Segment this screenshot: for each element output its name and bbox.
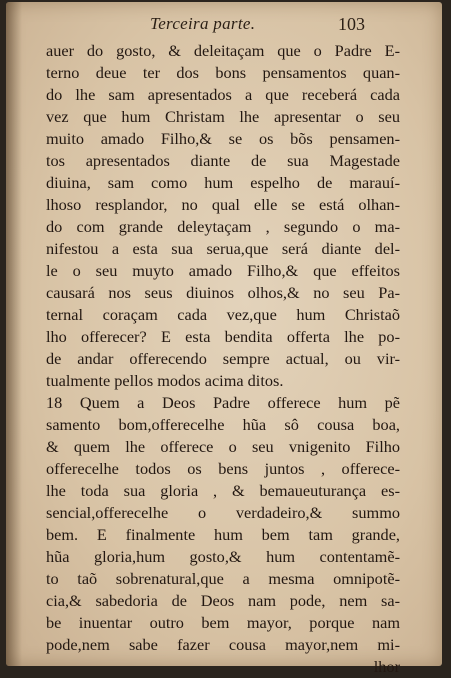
text-line: bem. E finalmente hum bem tam grande, (46, 525, 400, 544)
text-line: hũa gloria,hum gosto,& hum contentamẽ- (46, 547, 400, 566)
text-line: terno deue ter dos bons pensamentos quan- (46, 63, 400, 82)
text-line: be inuentar outro bem mayor, porque nam (46, 613, 400, 632)
text-line: to taõ sobrenatural,que a mesma omnipotẽ- (46, 569, 400, 588)
text-line: lhoso resplandor, no qual elle se está olhan- (46, 195, 400, 214)
text-line: muito amado Filho,& se os bõs pensamen- (46, 129, 400, 148)
running-head (0, 12, 451, 36)
body-text (46, 40, 400, 678)
text-line: vez que hum Christam lhe apresentar o seu (46, 107, 400, 126)
text-line: offerecelhe todos os bens juntos , offerece- (46, 459, 400, 478)
running-title: Terceira parte. (150, 14, 256, 33)
text-line: lhe toda sua gloria , & bemaueuturança es- (46, 481, 400, 500)
text-line: auer do gosto, & deleitaçam que o Padre E- (46, 41, 400, 60)
text-line: do com grande deleytaçam , segundo o ma- (46, 217, 400, 236)
paragraph-start-line: 18 Quem a Deos Padre offerece hum pẽ (46, 393, 400, 412)
text-line: nifestou a esta sua serua,que será diante del- (46, 239, 400, 258)
page-number: 103 (338, 14, 365, 34)
text-line: de andar offerecendo sempre actual, ou vir- (46, 349, 400, 368)
text-line: cia,& sabedoria de Deos nam pode, nem sa- (46, 591, 400, 610)
text-line: do lhe sam apresentados a que receberá cada (46, 85, 400, 104)
catchword: lhor (373, 657, 400, 676)
text-line: sencial,offerecelhe o verdadeiro,& summo (46, 503, 400, 522)
text-line: pode,nem sabe fazer cousa mayor,nem mi- (46, 635, 400, 654)
text-line: & quem lhe offerece o seu vnigenito Filho (46, 437, 400, 456)
text-line: samento bom,offerecelhe hũa sô cousa boa, (46, 415, 400, 434)
text-line: ternal coraçam cada vez,que hum Christaõ (46, 305, 400, 324)
text-line: tos apresentados diante de sua Magestade (46, 151, 400, 170)
text-line: lho offerecer? E esta bendita offerta lhe po- (46, 327, 400, 346)
text-line: le o seu muyto amado Filho,& que effeitos (46, 261, 400, 280)
text-line: tualmente pellos modos acima ditos. (46, 371, 284, 390)
page-gutter-shadow (6, 2, 22, 666)
text-line: diuina, sam como hum espelho de marauí- (46, 173, 400, 192)
text-line: causará nos seus diuinos olhos,& no seu Pa- (46, 283, 400, 302)
